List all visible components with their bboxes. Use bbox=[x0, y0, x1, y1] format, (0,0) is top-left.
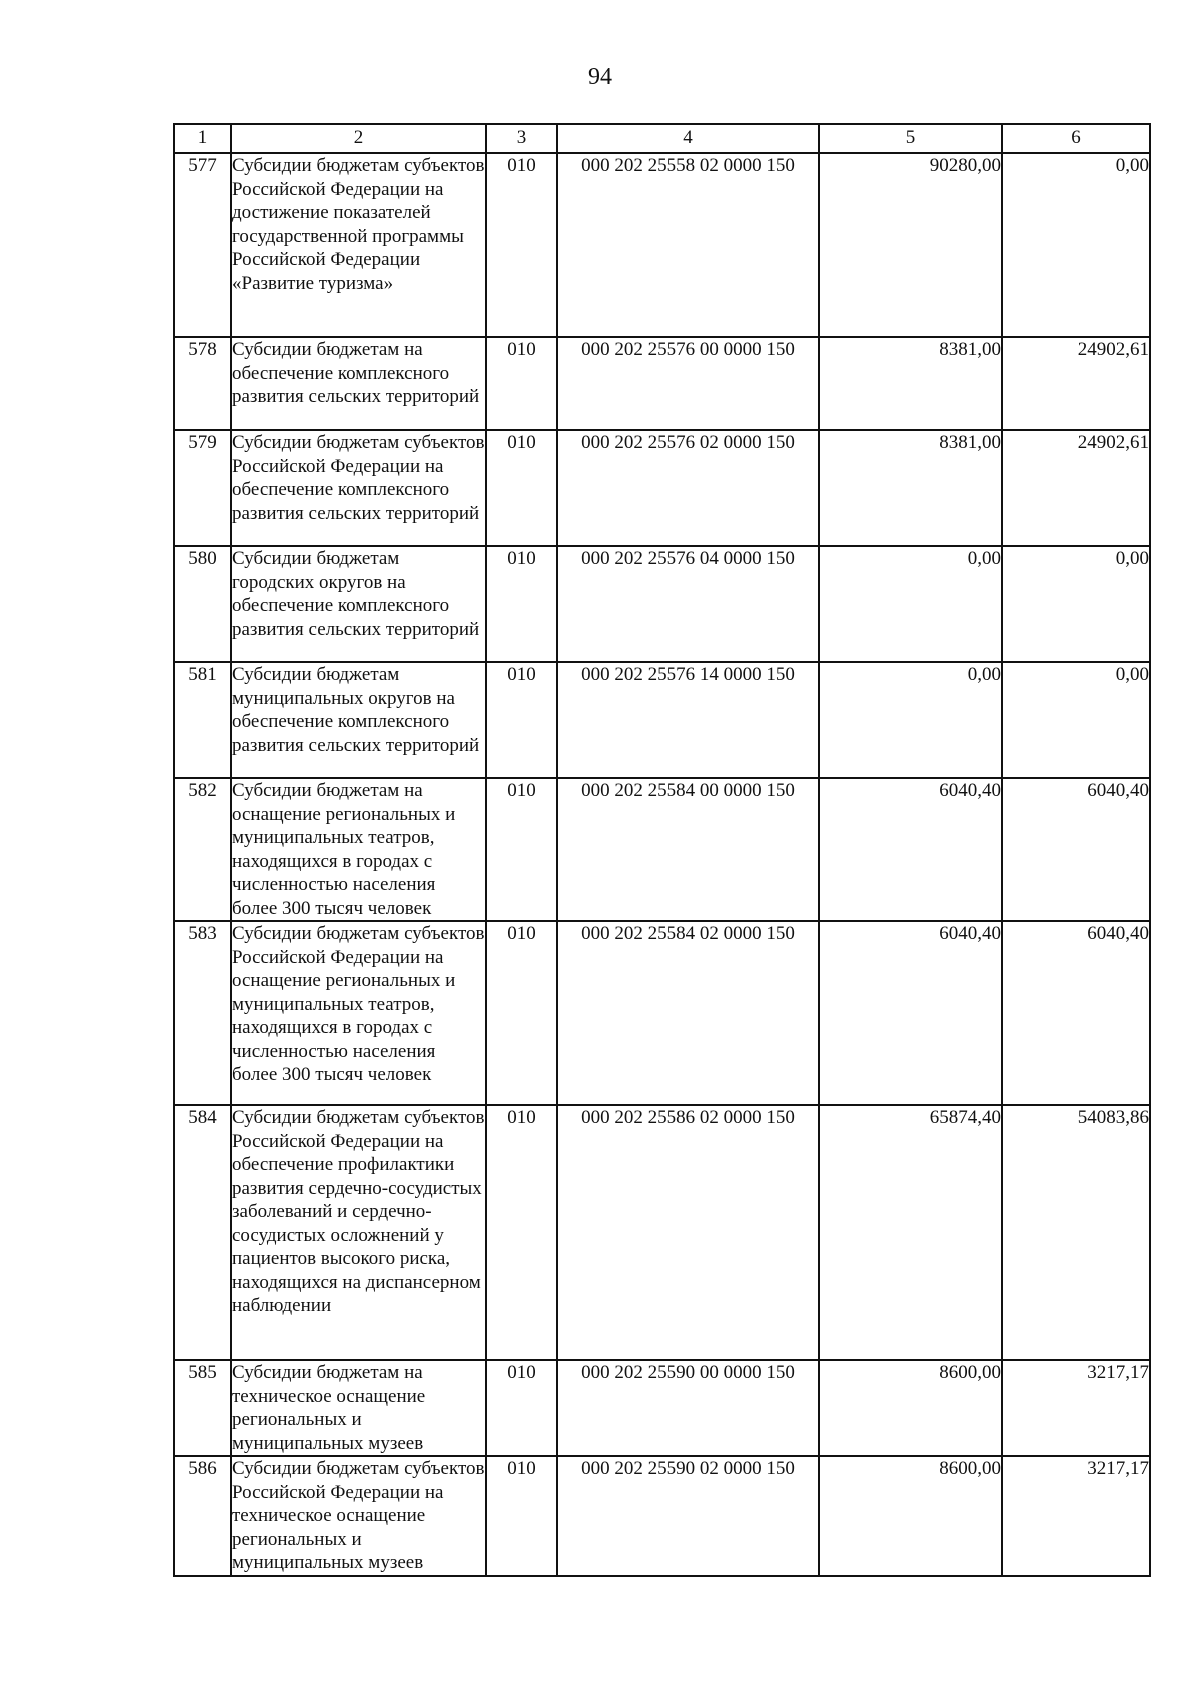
column-header: 6 bbox=[1002, 124, 1150, 153]
row-value-col6-cell: 54083,86 bbox=[1002, 1105, 1150, 1360]
row-value-col5-cell: 0,00 bbox=[819, 662, 1002, 778]
row-name-cell: Субсидии бюджетам на обеспечение комплексного развития сельских территорий bbox=[231, 337, 486, 430]
row-number-cell: 586 bbox=[174, 1456, 231, 1576]
row-value-col5-cell: 8600,00 bbox=[819, 1456, 1002, 1576]
row-kbk-cell: 000 202 25584 00 0000 150 bbox=[557, 778, 819, 921]
table-row bbox=[174, 1456, 1150, 1576]
row-kbk-cell: 000 202 25558 02 0000 150 bbox=[557, 153, 819, 337]
row-number-cell: 583 bbox=[174, 921, 231, 1105]
row-code-cell: 010 bbox=[486, 153, 557, 337]
row-name-cell: Субсидии бюджетам субъектов Российской Федерации на техническое оснащение региональных и муниципальных музеев bbox=[231, 1456, 486, 1576]
row-number-cell: 582 bbox=[174, 778, 231, 921]
row-name-cell: Субсидии бюджетам на техническое оснащение региональных и муниципальных музеев bbox=[231, 1360, 486, 1456]
row-code-cell: 010 bbox=[486, 546, 557, 662]
row-code-cell: 010 bbox=[486, 921, 557, 1105]
row-kbk-cell: 000 202 25576 02 0000 150 bbox=[557, 430, 819, 546]
table-row bbox=[174, 662, 1150, 778]
row-code-cell: 010 bbox=[486, 1105, 557, 1360]
table-row bbox=[174, 1105, 1150, 1360]
row-value-col5-cell: 65874,40 bbox=[819, 1105, 1002, 1360]
table-row bbox=[174, 153, 1150, 337]
table-row bbox=[174, 337, 1150, 430]
row-number-cell: 577 bbox=[174, 153, 231, 337]
row-code-cell: 010 bbox=[486, 430, 557, 546]
row-number-cell: 581 bbox=[174, 662, 231, 778]
table-row bbox=[174, 546, 1150, 662]
table-header-row bbox=[174, 124, 1150, 153]
row-kbk-cell: 000 202 25576 04 0000 150 bbox=[557, 546, 819, 662]
row-name-cell: Субсидии бюджетам субъектов Российской Федерации на оснащение региональных и муниципальных театров, находящихся в городах с численностью населения более 300 тысяч человек bbox=[231, 921, 486, 1105]
row-kbk-cell: 000 202 25586 02 0000 150 bbox=[557, 1105, 819, 1360]
row-name-cell: Субсидии бюджетам муниципальных округов на обеспечение комплексного развития сельских территорий bbox=[231, 662, 486, 778]
row-kbk-cell: 000 202 25584 02 0000 150 bbox=[557, 921, 819, 1105]
table-body bbox=[174, 153, 1150, 1576]
row-value-col6-cell: 24902,61 bbox=[1002, 337, 1150, 430]
row-name-cell: Субсидии бюджетам субъектов Российской Федерации на достижение показателей государственной программы Российской Федерации «Развитие туризма» bbox=[231, 153, 486, 337]
row-kbk-cell: 000 202 25590 02 0000 150 bbox=[557, 1456, 819, 1576]
row-value-col6-cell: 0,00 bbox=[1002, 546, 1150, 662]
row-value-col5-cell: 8381,00 bbox=[819, 430, 1002, 546]
row-code-cell: 010 bbox=[486, 1456, 557, 1576]
row-code-cell: 010 bbox=[486, 337, 557, 430]
row-value-col6-cell: 6040,40 bbox=[1002, 778, 1150, 921]
row-kbk-cell: 000 202 25576 14 0000 150 bbox=[557, 662, 819, 778]
row-kbk-cell: 000 202 25576 00 0000 150 bbox=[557, 337, 819, 430]
row-name-cell: Субсидии бюджетам городских округов на обеспечение комплексного развития сельских территорий bbox=[231, 546, 486, 662]
row-name-cell: Субсидии бюджетам субъектов Российской Федерации на обеспечение комплексного развития сельских территорий bbox=[231, 430, 486, 546]
row-value-col6-cell: 3217,17 bbox=[1002, 1456, 1150, 1576]
page-number: 94 bbox=[588, 64, 612, 90]
row-value-col6-cell: 0,00 bbox=[1002, 662, 1150, 778]
table-row bbox=[174, 430, 1150, 546]
row-value-col5-cell: 6040,40 bbox=[819, 778, 1002, 921]
row-code-cell: 010 bbox=[486, 778, 557, 921]
row-value-col6-cell: 24902,61 bbox=[1002, 430, 1150, 546]
row-code-cell: 010 bbox=[486, 662, 557, 778]
column-header: 1 bbox=[174, 124, 231, 153]
row-value-col5-cell: 0,00 bbox=[819, 546, 1002, 662]
row-name-cell: Субсидии бюджетам на оснащение региональных и муниципальных театров, находящихся в городах с численностью населения более 300 тысяч человек bbox=[231, 778, 486, 921]
row-number-cell: 580 bbox=[174, 546, 231, 662]
row-value-col5-cell: 90280,00 bbox=[819, 153, 1002, 337]
row-value-col6-cell: 6040,40 bbox=[1002, 921, 1150, 1105]
row-number-cell: 584 bbox=[174, 1105, 231, 1360]
row-value-col5-cell: 8600,00 bbox=[819, 1360, 1002, 1456]
row-value-col6-cell: 0,00 bbox=[1002, 153, 1150, 337]
row-kbk-cell: 000 202 25590 00 0000 150 bbox=[557, 1360, 819, 1456]
row-name-cell: Субсидии бюджетам субъектов Российской Федерации на обеспечение профилактики развития сердечно-сосудистых заболеваний и сердечно-сосудистых осложнений у пациентов высокого риска, находящихся на диспансерном наблюдении bbox=[231, 1105, 486, 1360]
row-value-col5-cell: 6040,40 bbox=[819, 921, 1002, 1105]
row-value-col6-cell: 3217,17 bbox=[1002, 1360, 1150, 1456]
table-row bbox=[174, 1360, 1150, 1456]
column-header: 4 bbox=[557, 124, 819, 153]
row-value-col5-cell: 8381,00 bbox=[819, 337, 1002, 430]
budget-table bbox=[173, 123, 1151, 1577]
column-header: 2 bbox=[231, 124, 486, 153]
table-row bbox=[174, 921, 1150, 1105]
row-number-cell: 585 bbox=[174, 1360, 231, 1456]
row-number-cell: 579 bbox=[174, 430, 231, 546]
column-header: 5 bbox=[819, 124, 1002, 153]
row-code-cell: 010 bbox=[486, 1360, 557, 1456]
row-number-cell: 578 bbox=[174, 337, 231, 430]
column-header: 3 bbox=[486, 124, 557, 153]
table-row bbox=[174, 778, 1150, 921]
